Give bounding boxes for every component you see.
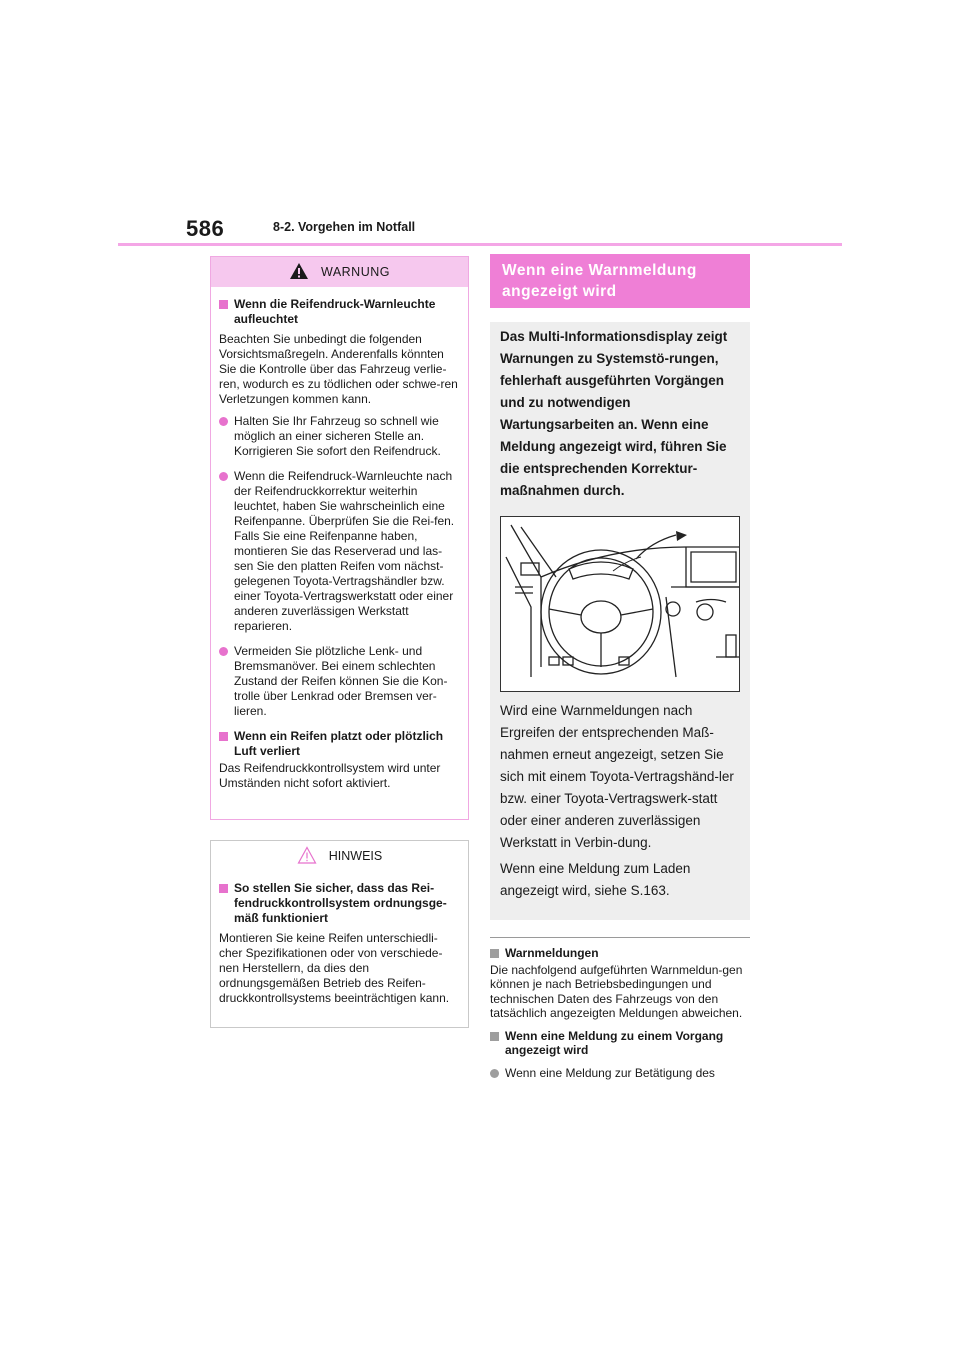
note-subheading (219, 881, 458, 926)
circle-bullet-icon (219, 472, 228, 481)
header-rule (118, 243, 842, 246)
section-divider (490, 937, 750, 938)
subheading-warnmeldungen (490, 946, 752, 961)
page-number: 586 (186, 216, 225, 241)
circle-bullet-icon (490, 1069, 499, 1078)
panel-text-1: Wird eine Warnmeldungen nach Ergreifen der entsprechenden Maß-nahmen erneut angezeigt, setzen Sie sich mit einem Toyota-Vertragshänd-ler bzw. einer Toyota-Vertragswerk-statt oder einer anderen zuverlässigen Werkstatt in Verbin-dung. (500, 703, 734, 850)
square-bullet-icon (490, 1032, 499, 1041)
bullet-betaetigung (490, 1066, 752, 1081)
subheading-vorgang (490, 1029, 752, 1058)
warning-box-title: WARNUNG (320, 265, 390, 279)
caution-triangle-icon (297, 846, 317, 864)
warning-bullet-3-text: Vermeiden Sie plötzliche Lenk- und Bremsmanöver. Bei einem schlechten Zustand der Reifen können Sie die Kon-trolle über Lenkrad oder Bremsen ver-lieren. (234, 644, 448, 718)
info-panel (490, 322, 750, 920)
paragraph-warnmeldungen: Die nachfolgend aufgeführten Warnmeldun-gen können je nach Betriebsbedingungen und technischen Daten des Fahrzeugs von den tatsächlich angezeigten Meldungen abweichen. (490, 962, 743, 1020)
warning-bullet-1 (219, 414, 458, 459)
bullet-betaetigung-text: Wenn eine Meldung zur Betätigung des (505, 1065, 715, 1080)
square-bullet-icon (219, 884, 228, 893)
square-bullet-icon (219, 300, 228, 309)
warning-triangle-icon (289, 262, 309, 280)
steering-wheel-illustration (501, 517, 739, 691)
square-bullet-icon (490, 949, 499, 958)
warning-subheading-1-text: Wenn die Reifendruck-Warnleuchte aufleuchtet (234, 297, 436, 326)
warning-subheading-2-text: Wenn ein Reifen platzt oder plötzlich Luft verliert (234, 729, 444, 758)
circle-bullet-icon (219, 647, 228, 656)
section-heading: Wenn eine Warnmeldung angezeigt wird (490, 254, 750, 308)
warning-box-header (211, 257, 468, 287)
warning-paragraph-2: Das Reifendruckkontrollsystem wird unter Umständen nicht sofort aktiviert. (219, 761, 441, 790)
warning-bullet-2 (219, 469, 458, 634)
note-paragraph: Montieren Sie keine Reifen unterschiedli-cher Spezifikationen oder von verschiede-nen Herstellern, da dies den ordnungsgemäßen Betrieb des Reifen-druckkontrollsystems beeinträchtigen kann. (219, 931, 450, 1005)
note-box-title: HINWEIS (328, 849, 383, 863)
dashboard-illustration (500, 516, 740, 692)
warning-box (210, 256, 469, 820)
section-title: 8-2. Vorgehen im Notfall (273, 220, 416, 234)
warning-paragraph-1: Beachten Sie unbedingt die folgenden Vorsichtsmaßregeln. Anderenfalls könnten Sie die Kontrolle über das Fahrzeug verlie-ren, wodurch es zu tödlichen oder schwe-ren Verletzungen kommen kann. (219, 332, 458, 406)
warning-subheading-2 (219, 729, 458, 759)
warning-subheading-1 (219, 297, 458, 327)
note-box (210, 840, 469, 1028)
intro-text: Das Multi-Informationsdisplay zeigt Warnungen zu Systemstö-rungen, fehlerhaft ausgeführten Vorgängen und zu notwendigen Wartungsarbeiten an. Wenn eine Meldung angezeigt wird, führen Sie die entsprechenden Korrektur-maßnahmen durch. (500, 329, 728, 498)
circle-bullet-icon (219, 417, 228, 426)
right-column-text (490, 942, 752, 1080)
panel-text-2: Wenn eine Meldung zum Laden angezeigt wird, siehe S.163. (500, 861, 691, 898)
warning-bullet-2-text: Wenn die Reifendruck-Warnleuchte nach der Reifendruckkorrektur weiterhin leuchtet, haben Sie wahrscheinlich eine Reifenpanne. Überprüfen Sie die Rei-fen. Falls Sie eine Reifenpanne haben, montieren Sie das Reserverad und las-sen Sie den platten Reifen vom nächst-gelegenen Toyota-Vertragshändler bzw. einer Toyota-Vertragswerkstatt oder einer anderen zuverlässigen Werkstatt reparieren. (234, 469, 455, 633)
note-box-header (211, 841, 468, 871)
warning-bullet-1-text: Halten Sie Ihr Fahrzeug so schnell wie möglich an einer sicheren Stelle an. Korrigieren Sie sofort den Reifendruck. (234, 414, 441, 458)
subheading-warnmeldungen-text: Warnmeldungen (505, 946, 599, 960)
subheading-vorgang-text: Wenn eine Meldung zu einem Vorgang angezeigt wird (505, 1028, 724, 1057)
warning-bullet-3 (219, 644, 458, 719)
square-bullet-icon (219, 732, 228, 741)
note-subheading-text: So stellen Sie sicher, dass das Rei-fendruckkontrollsystem ordnungsge-mäß funktioniert (234, 881, 447, 925)
